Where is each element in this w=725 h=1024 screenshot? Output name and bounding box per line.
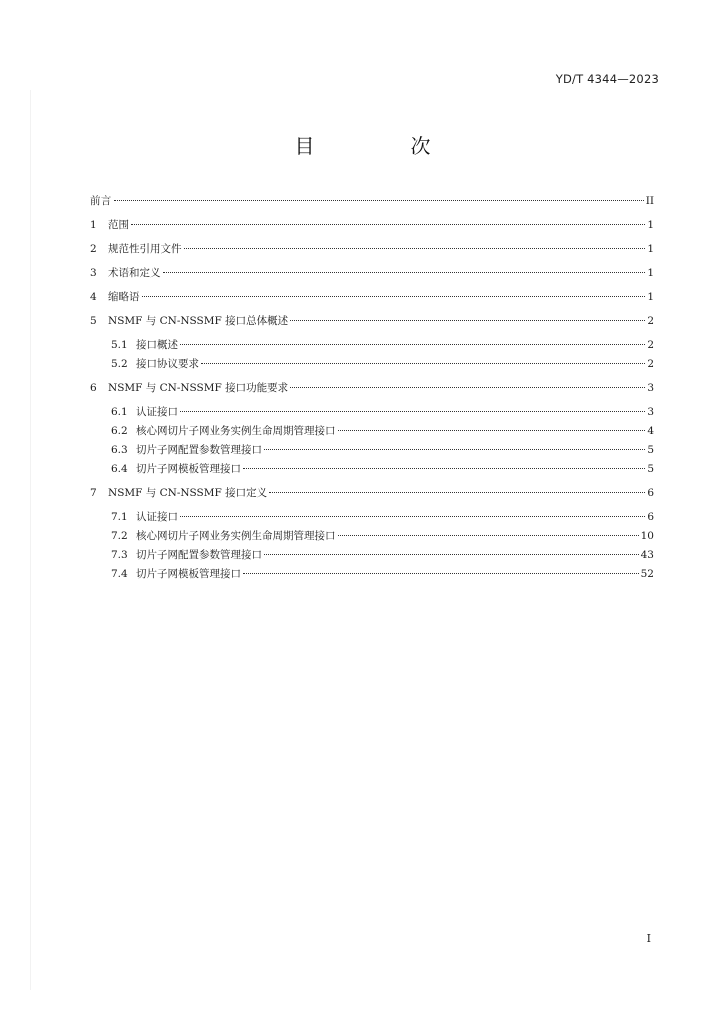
toc-entry-number: 2 [90,243,97,255]
toc-page-number: 4 [647,425,654,437]
toc-page-number: 3 [647,406,654,418]
toc-page-number: 1 [647,291,654,303]
toc-entry-label: 切片子网配置参数管理接口 [136,444,262,456]
toc-subentry[interactable] [111,565,654,583]
dot-leader [338,430,646,431]
toc-entry-number: 3 [90,267,97,279]
toc-page-number: 2 [647,358,654,370]
dot-leader [180,344,645,345]
toc-entry-number: 7.1 [111,511,128,523]
toc-page-number: 6 [647,511,654,523]
dot-leader [264,554,639,555]
toc-subentry[interactable] [111,355,654,373]
dot-leader [269,492,645,493]
toc-subentry[interactable] [111,508,654,526]
toc-subentry[interactable] [111,403,654,421]
toc-entry[interactable] [90,264,654,282]
toc-entry-number: 5.2 [111,358,128,370]
toc-entry-label: 认证接口 [136,406,178,418]
toc-entry[interactable] [90,216,654,234]
toc-entry-label: 切片子网模板管理接口 [136,568,241,580]
toc-entry-label: 核心网切片子网业务实例生命周期管理接口 [136,530,336,542]
toc-entry-number: 7.2 [111,530,128,542]
toc-page-number: 5 [647,463,654,475]
toc-page-number: 5 [647,444,654,456]
toc-page-number: 1 [647,267,654,279]
toc-entry-label: 接口概述 [136,339,178,351]
toc-entry-number: 4 [90,291,97,303]
toc-page-number: 43 [640,549,654,561]
toc-entry-number: 5 [90,315,97,327]
dot-leader [264,449,645,450]
dot-leader [163,272,646,273]
toc-entry[interactable] [90,379,654,397]
dot-leader [180,516,645,517]
page-folio: I [646,932,651,945]
toc-page-number: 2 [647,315,654,327]
toc-entry-label: 认证接口 [136,511,178,523]
toc-page-number: II [645,195,654,207]
toc-subentry[interactable] [111,527,654,545]
toc-subentry[interactable] [111,546,654,564]
toc-entry-number: 6.1 [111,406,128,418]
toc-entry-label: NSMF 与 CN-NSSMF 接口定义 [108,487,268,499]
toc-entry-foreword[interactable] [90,192,654,210]
dot-leader [180,411,645,412]
toc-entry-label: NSMF 与 CN-NSSMF 接口总体概述 [108,315,289,327]
toc-title: 目 次 [294,134,469,158]
toc-subentry[interactable] [111,422,654,440]
dot-leader [338,535,639,536]
toc-entry-label: 缩略语 [108,291,140,303]
toc-entry[interactable] [90,288,654,306]
dot-leader [243,468,645,469]
dot-leader [243,573,639,574]
dot-leader [290,387,645,388]
toc-entry-number: 6.4 [111,463,128,475]
dot-leader [142,296,646,297]
scan-edge-mark [30,90,31,990]
toc-entry-label: 规范性引用文件 [108,243,182,255]
standard-code: YD/T 4344—2023 [555,72,659,86]
dot-leader [201,363,645,364]
toc-entry-label: 范围 [108,219,129,231]
toc-entry-label: 前言 [90,195,112,207]
toc-page-number: 6 [647,487,654,499]
toc-entry-number: 6.2 [111,425,128,437]
toc-entry-number: 1 [90,219,97,231]
toc-entry-number: 5.1 [111,339,128,351]
dot-leader [290,320,645,321]
toc-subentry[interactable] [111,460,654,478]
toc-entry-number: 7.4 [111,568,128,580]
dot-leader [131,224,645,225]
toc-subentry[interactable] [111,336,654,354]
toc-entry-number: 7.3 [111,549,128,561]
toc-page-number: 52 [640,568,654,580]
toc-entry-label: 切片子网模板管理接口 [136,463,241,475]
toc-entry[interactable] [90,240,654,258]
toc-entry[interactable] [90,312,654,330]
toc-page-number: 1 [647,219,654,231]
toc-entry-label: 接口协议要求 [136,358,199,370]
toc-entry[interactable] [90,484,654,502]
toc-entry-label: 切片子网配置参数管理接口 [136,549,262,561]
toc-entry-label: 术语和定义 [108,267,161,279]
toc-subentry[interactable] [111,441,654,459]
toc-entry-label: NSMF 与 CN-NSSMF 接口功能要求 [108,382,289,394]
dot-leader [114,200,644,201]
toc-entry-number: 7 [90,487,97,499]
toc-entry-number: 6 [90,382,97,394]
toc-entry-label: 核心网切片子网业务实例生命周期管理接口 [136,425,336,437]
toc-page-number: 10 [640,530,654,542]
toc-page-number: 3 [647,382,654,394]
toc-page-number: 1 [647,243,654,255]
toc-page-number: 2 [647,339,654,351]
dot-leader [184,248,646,249]
toc-entry-number: 6.3 [111,444,128,456]
